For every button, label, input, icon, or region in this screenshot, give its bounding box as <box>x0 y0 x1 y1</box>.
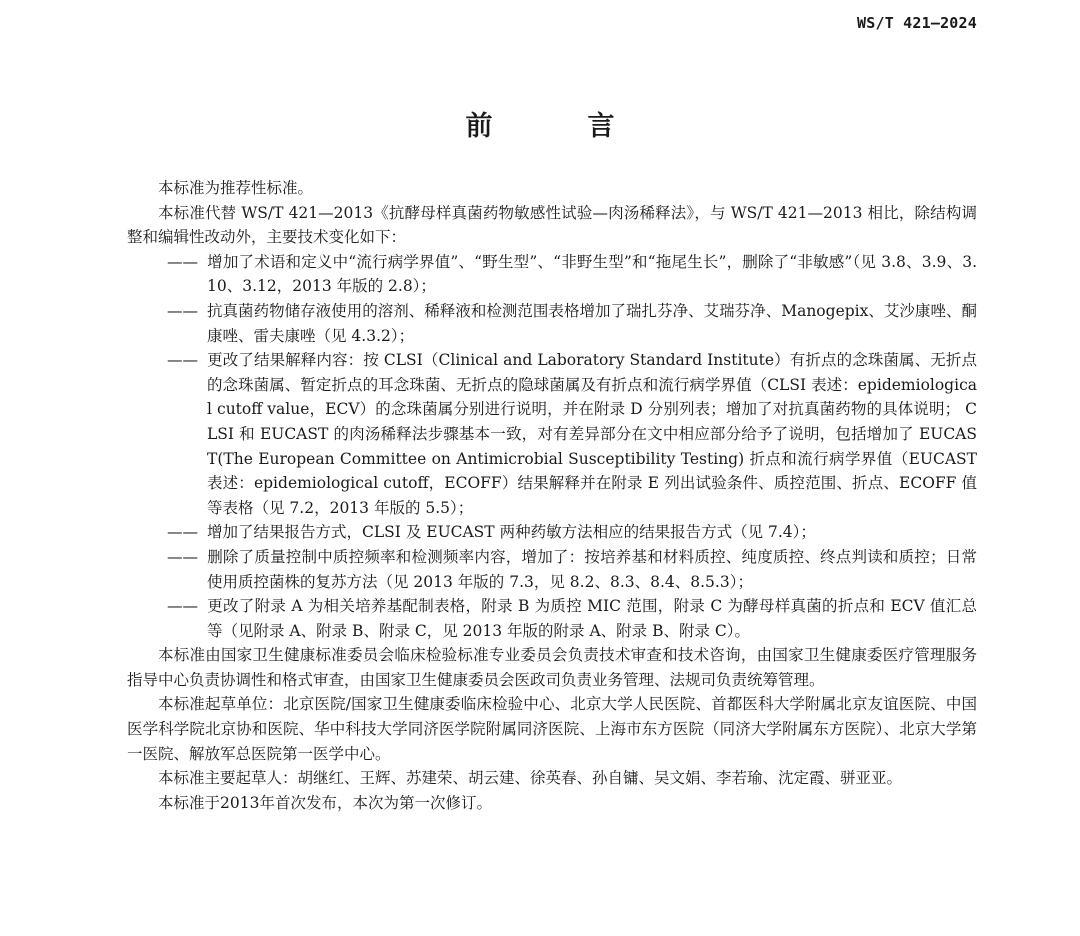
paragraph-committee: 本标准由国家卫生健康标准委员会临床检验标准专业委员会负责技术审查和技术咨询，由国家卫生健康委医疗管理服务指导中心负责协调性和格式审查，由国家卫生健康委员会医政司负责业务管理、法规司负责统筹管理。 <box>127 646 977 689</box>
change-item <box>127 520 977 545</box>
paragraph-replacement: 本标准代替 WS/T 421—2013《抗酵母样真菌药物敏感性试验—肉汤稀释法》，与 WS/T 421—2013 相比，除结构调整和编辑性改动外，主要技术变化如下： <box>127 203 977 247</box>
document-body <box>127 176 977 815</box>
paragraph-drafting-units: 本标准起草单位：北京医院/国家卫生健康委临床检验中心、北京大学人民医院、首都医科大学附属北京友谊医院、中国医学科学院北京协和医院、华中科技大学同济医学院附属同济医院、上海市东方医院（同济大学附属东方医院）、北京大学第一医院、解放军总医院第一医学中心。 <box>127 695 977 763</box>
dash-marker: —— <box>167 252 198 271</box>
change-item-text: 增加了结果报告方式，CLSI 及 EUCAST 两种药敏方法相应的结果报告方式（见 7.4）； <box>207 523 816 542</box>
dash-marker: —— <box>167 523 198 542</box>
change-item <box>127 594 977 643</box>
dash-marker: —— <box>167 597 198 616</box>
document-code: WS/T 421—2024 <box>857 14 977 32</box>
change-item-text: 更改了结果解释内容：按 CLSI（Clinical and Laboratory Standard Institute）有折点的念珠菌属、无折点的念珠菌属、暂定折点的耳念珠菌、无折点的隐球菌属及有折点和流行病学界值（CLSI 表述：epidemiological cutoff value，ECV）的念珠菌属分别进行说明，并在附录 D 分别列表；增加了对抗真菌药物的具体说明； CLSI 和 EUCAST 的肉汤稀释法步骤基本一致，对有差异部分在文中相应部分给予了说明，包括增加了 EUCAST(The European Committee on Antimicrobial Susceptibility Testing) 折点和流行病学界值（EUCAST 表述：epidemiological cutoff，ECOFF）结果解释并在附录 E 列出试验条件、质控范围、折点、ECOFF 值等表格（见 7.2，2013 年版的 5.5）； <box>207 351 977 517</box>
page-title: 前 言 <box>465 111 649 142</box>
change-item-text: 更改了附录 A 为相关培养基配制表格，附录 B 为质控 MIC 范围，附录 C 为酵母样真菌的折点和 ECV 值汇总等（见附录 A、附录 B、附录 C，见 2013 年版的附录 A、附录 B、附录 C）。 <box>207 597 977 640</box>
change-item-text: 抗真菌药物储存液使用的溶剂、稀释液和检测范围表格增加了瑞扎芬净、艾瑞芬净、Manogepix、艾沙康唑、酮康唑、雷夫康唑（见 4.3.2）； <box>207 301 977 345</box>
change-item-text: 删除了质量控制中质控频率和检测频率内容，增加了：按培养基和材料质控、纯度质控、终点判读和质控；日常使用质控菌株的复苏方法（见 2013 年版的 7.3，见 8.2、8.3、8.4、8.5.3）； <box>207 547 977 591</box>
paragraph-drafters: 本标准主要起草人：胡继红、王辉、苏建荣、胡云建、徐英春、孙自镛、吴文娟、李若瑜、沈定霞、骈亚亚。 <box>158 769 903 788</box>
dash-marker: —— <box>167 547 198 566</box>
change-item <box>127 545 977 594</box>
dash-marker: —— <box>167 351 198 370</box>
paragraph-history: 本标准于2013年首次发布，本次为第一次修订。 <box>158 793 492 812</box>
change-item <box>127 299 977 348</box>
paragraph-standard-type: 本标准为推荐性标准。 <box>158 179 314 197</box>
change-item-text: 增加了术语和定义中“流行病学界值”、“野生型”、“非野生型”和“拖尾生长”，删除了“非敏感”（见 3.8、3.9、3.10、3.12，2013 年版的 2.8）； <box>207 252 977 296</box>
change-item <box>127 348 977 520</box>
change-item <box>127 250 977 299</box>
dash-marker: —— <box>167 301 198 320</box>
